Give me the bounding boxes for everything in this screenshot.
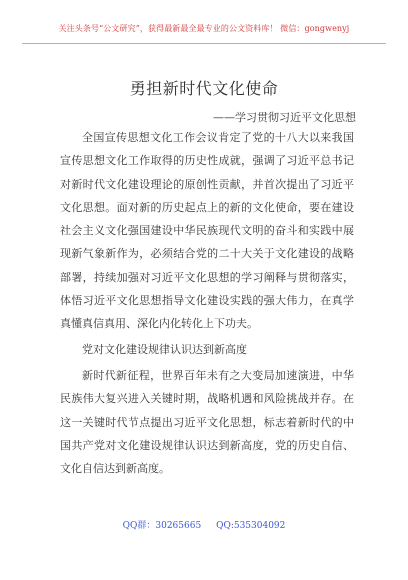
document-subtitle: ——学习贯彻习近平文化思想 [213, 111, 356, 124]
header-banner: 关注头条号“公文研究”，获得最新最全最专业的公文资料库！ 微信：gongwenyj [58, 23, 350, 33]
section-heading: 党对文化建设规律认识达到新高度 [82, 343, 247, 356]
body-paragraph-1: 全国宣传思想文化工作会议肯定了党的十八大以来我国宣传思想文化工作取得的历史性成就，强调了习近平总书记对新时代文化建设理论的原创性贡献，并首次提出了习近平文化思想。面对新的历史起点上的新的文化使命，要在建设社会主义文化强国建设中华民族现代文明的奋斗和实践中展现新气象新作为，必须结合党的二十大关于文化建设的战略部署，持续加强对习近平文化思想的学习阐释与贯彻落实，体悟习近平文化思想指导文化建设实践的强大伟力，在真学真懂真信真用、深化内化转化上下功夫。 [60, 131, 354, 331]
footer-qq-group: QQ群：30265665 [122, 521, 202, 531]
footer-contact [0, 518, 408, 531]
footer-qq: QQ:535304092 [216, 521, 286, 531]
document-title: 勇担新时代文化使命 [129, 79, 279, 98]
header-divider [22, 43, 386, 44]
body-paragraph-2: 新时代新征程，世界百年未有之大变局加速演进，中华民族伟大复兴进入关键时期，战略机遇和风险挑战并存。在这一关键时代节点提出习近平文化思想，标志着新时代的中国共产党对文化建设规律认识达到新高度，党的历史自信、文化自信达到新高度。 [60, 369, 354, 476]
